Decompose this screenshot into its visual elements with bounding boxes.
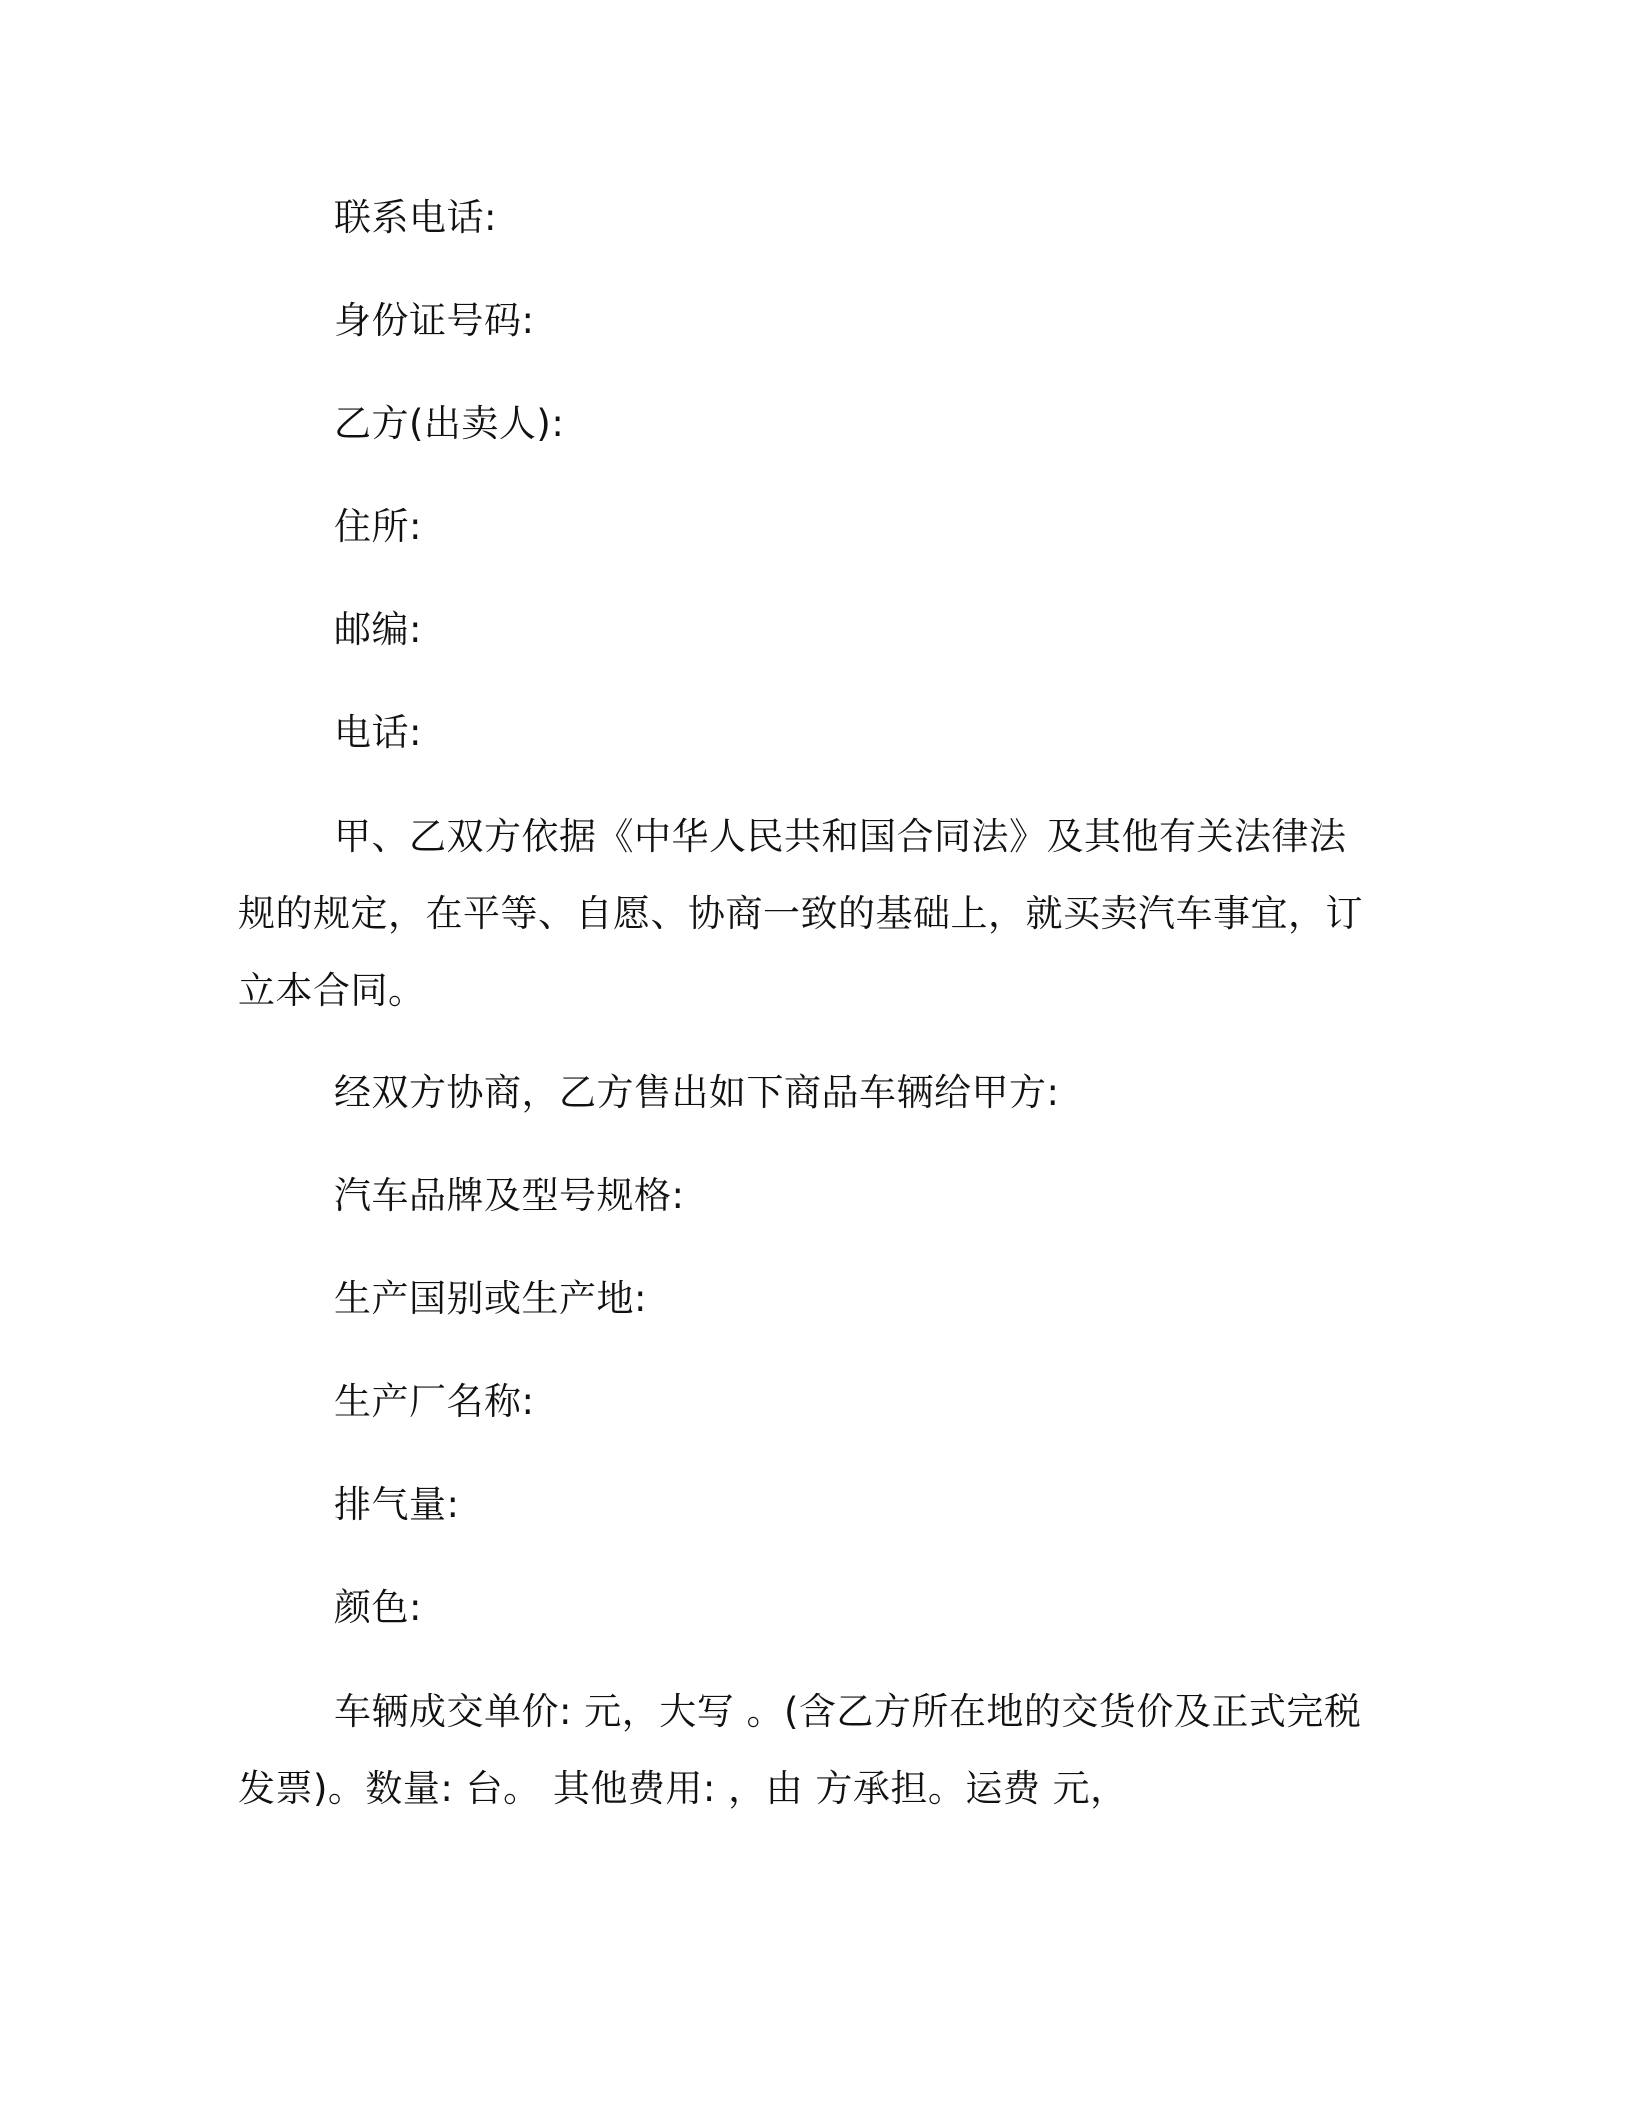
field-displacement: 排气量: xyxy=(334,1483,460,1526)
field-color: 颜色: xyxy=(334,1586,422,1629)
paragraph-contract-basis: 甲、乙双方依据《中华人民共和国合同法》及其他有关法律法规的规定，在平等、自愿、协商一致的基础上，就买卖汽车事宜，订立本合同。 xyxy=(238,815,1363,1012)
field-party-b-seller: 乙方(出卖人): xyxy=(334,402,565,445)
field-vehicle-brand-model: 汽车品牌及型号规格: xyxy=(334,1174,685,1217)
paragraph-sale-intro: 经双方协商，乙方售出如下商品车辆给甲方: xyxy=(334,1071,1060,1114)
field-contact-phone: 联系电话: xyxy=(334,196,497,239)
field-phone: 电话: xyxy=(334,711,422,754)
field-postcode: 邮编: xyxy=(334,608,422,651)
field-id-number: 身份证号码: xyxy=(334,299,535,342)
paragraph-price-terms: 车辆成交单价: 元，大写 。(含乙方所在地的交货价及正式完税发票)。数量: 台。 其他费用: ，由 方承担。运费 元， xyxy=(238,1690,1362,1810)
field-manufacturer-name: 生产厂名称: xyxy=(334,1380,535,1423)
field-country-of-origin: 生产国别或生产地: xyxy=(334,1277,647,1320)
field-address: 住所: xyxy=(334,505,422,548)
